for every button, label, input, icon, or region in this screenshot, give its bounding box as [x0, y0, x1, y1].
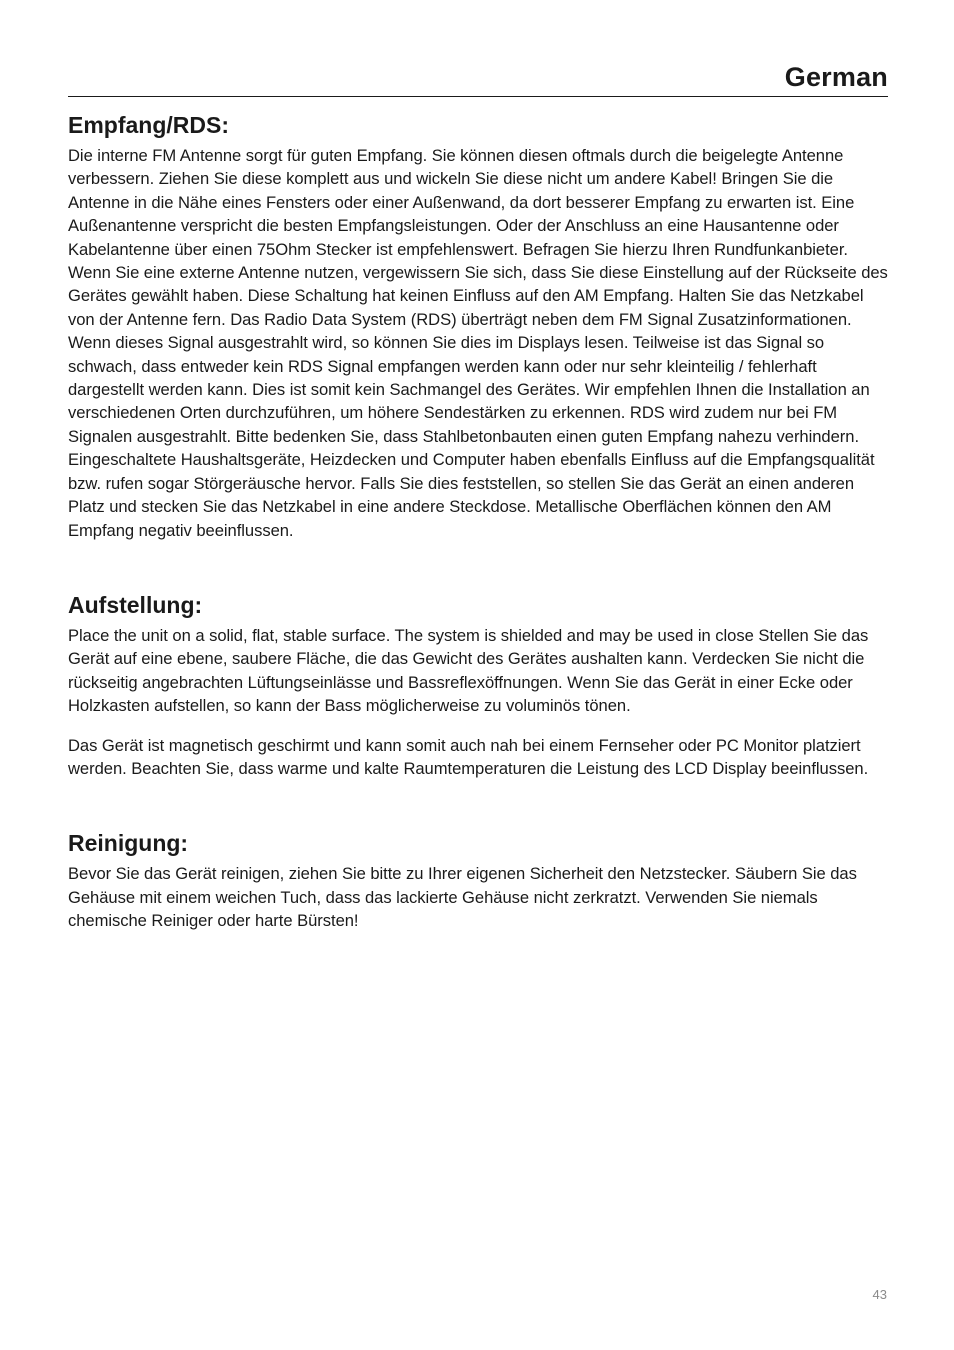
section-paragraph: Bevor Sie das Gerät reinigen, ziehen Sie bitte zu Ihrer eigenen Sicherheit den Netzstecker. Säubern Sie das Gehäuse mit einem weichen Tuch, dass das lackierte Gehäuse nicht zerkratzt. Verwenden Sie niemals chemische Reiniger oder harte Bürsten! — [68, 864, 857, 931]
section-paragraph: Das Gerät ist magnetisch geschirmt und kann somit auch nah bei einem Fernseher oder PC Monitor platziert werden. Beachten Sie, dass warme und kalte Raumtemperaturen die Leistung des LCD Display beeinflussen. — [68, 735, 869, 778]
section-empfang-rds — [68, 108, 888, 542]
page-header — [68, 58, 888, 97]
section-reinigung — [68, 826, 888, 932]
section-paragraph: Place the unit on a solid, flat, stable surface. The system is shielded and may be used in close Stellen Sie das Gerät auf eine ebene, saubere Fläche, die das Gewicht des Gerätes aushalten kann. Verdecken Sie nicht die rückseitig angebrachten Lüftungseinlässe und Bassreflexöffnungen. Wenn Sie das Gerät in einer Ecke oder Holzkasten aufstellen, so kann der Bass möglicherweise zu voluminös tönen. — [68, 625, 869, 716]
section-paragraph: Die interne FM Antenne sorgt für guten Empfang. Sie können diesen oftmals durch die beigelegte Antenne verbessern. Ziehen Sie diese komplett aus und wickeln Sie diese nicht um andere Kabel! Bringen Sie die Antenne in die Nähe eines Fensters oder einer Außenwand, da dort besserer Empfang zu erwarten ist. Eine Außenantenne verspricht die besten Empfangsleistungen. Oder der Anschluss an eine Hausantenne oder Kabelantenne über einen 75Ohm Stecker ist empfehlenswert. Befragen Sie hierzu Ihren Rundfunkanbieter. Wenn Sie eine externe Antenne nutzen, vergewissern Sie sich, dass Sie diese Einstellung auf der Rückseite des Gerätes gewählt haben. Diese Schaltung hat keinen Einfluss auf den AM Empfang. Halten Sie das Netzkabel von der Antenne fern. Das Radio Data System (RDS) überträgt neben dem FM Signal Zusatzinformationen. Wenn dieses Signal ausgestrahlt wird, so können Sie dies im Displays lesen. Teilweise ist das Signal so schwach, dass entweder kein RDS Signal empfangen werden kann oder nur sehr kleinteilig / fehlerhaft dargestellt werden kann. Dies ist somit kein Sachmangel des Gerätes. Wir empfehlen Ihnen die Installation an verschiedenen Orten durchzuführen, um höhere Sendestärken zu erkennen. RDS wird zudem nur bei FM Signalen ausgestrahlt. Bitte bedenken Sie, dass Stahlbetonbauten einen guten Empfang nahezu verhindern. Eingeschaltete Haushaltsgeräte, Heizdecken und Computer haben ebenfalls Einfluss auf die Empfangsqualität bzw. rufen sogar Störgeräusche hervor. Falls Sie dies feststellen, so stellen Sie das Gerät an einen anderen Platz und stecken Sie das Netzkabel in eine andere Steckdose. Metallische Oberflächen können den AM Empfang negativ beeinflussen. — [68, 146, 888, 540]
section-heading: Aufstellung: — [68, 591, 203, 618]
section-heading: Reinigung: — [68, 830, 189, 857]
section-aufstellung — [68, 588, 888, 780]
manual-content — [68, 108, 888, 933]
page-number: 43 — [872, 1287, 887, 1302]
section-heading: Empfang/RDS: — [68, 112, 229, 138]
language-title: German — [784, 62, 888, 92]
